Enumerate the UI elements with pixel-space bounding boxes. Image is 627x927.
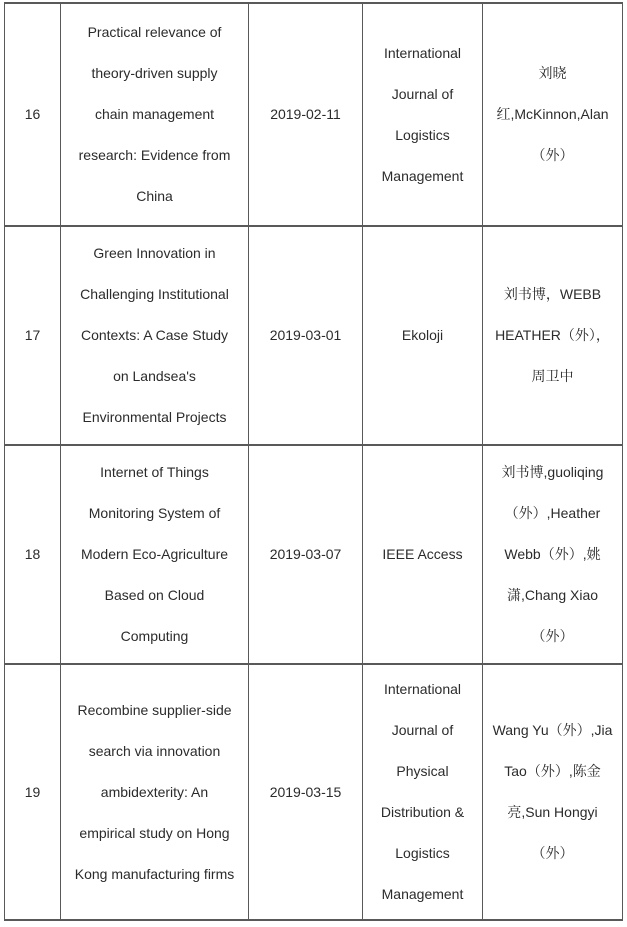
table-row — [5, 226, 623, 445]
journal-name: IEEE Access — [363, 445, 483, 664]
row-number: 17 — [5, 226, 61, 445]
row-number: 18 — [5, 445, 61, 664]
publication-title: Practical relevance of theory-driven supply chain management research: Evidence from China — [61, 3, 249, 226]
table-row — [5, 3, 623, 226]
author-list: Wang Yu（外）,Jia Tao（外）,陈金亮,Sun Hongyi（外） — [483, 664, 623, 920]
publication-date: 2019-03-01 — [249, 226, 363, 445]
publication-title: Recombine supplier-side search via innovation ambidexterity: An empirical study on Hong Kong manufacturing firms — [61, 664, 249, 920]
publication-date: 2019-03-07 — [249, 445, 363, 664]
author-list: 刘书博，WEBB HEATHER（外），周卫中 — [483, 226, 623, 445]
author-list: 刘书博,guoliqing（外）,Heather Webb（外）,姚潇,Chang Xiao（外） — [483, 445, 623, 664]
journal-name: Ekoloji — [363, 226, 483, 445]
row-number: 19 — [5, 664, 61, 920]
publication-date: 2019-03-15 — [249, 664, 363, 920]
publications-table — [4, 2, 623, 921]
journal-name: International Journal of Physical Distribution & Logistics Management — [363, 664, 483, 920]
journal-name: International Journal of Logistics Management — [363, 3, 483, 226]
publication-title: Internet of Things Monitoring System of Modern Eco-Agriculture Based on Cloud Computing — [61, 445, 249, 664]
publication-date: 2019-02-11 — [249, 3, 363, 226]
author-list: 刘晓红,McKinnon,Alan（外） — [483, 3, 623, 226]
row-number: 16 — [5, 3, 61, 226]
table-row — [5, 445, 623, 664]
table-row — [5, 664, 623, 920]
publication-title: Green Innovation in Challenging Institutional Contexts: A Case Study on Landsea's Environmental Projects — [61, 226, 249, 445]
